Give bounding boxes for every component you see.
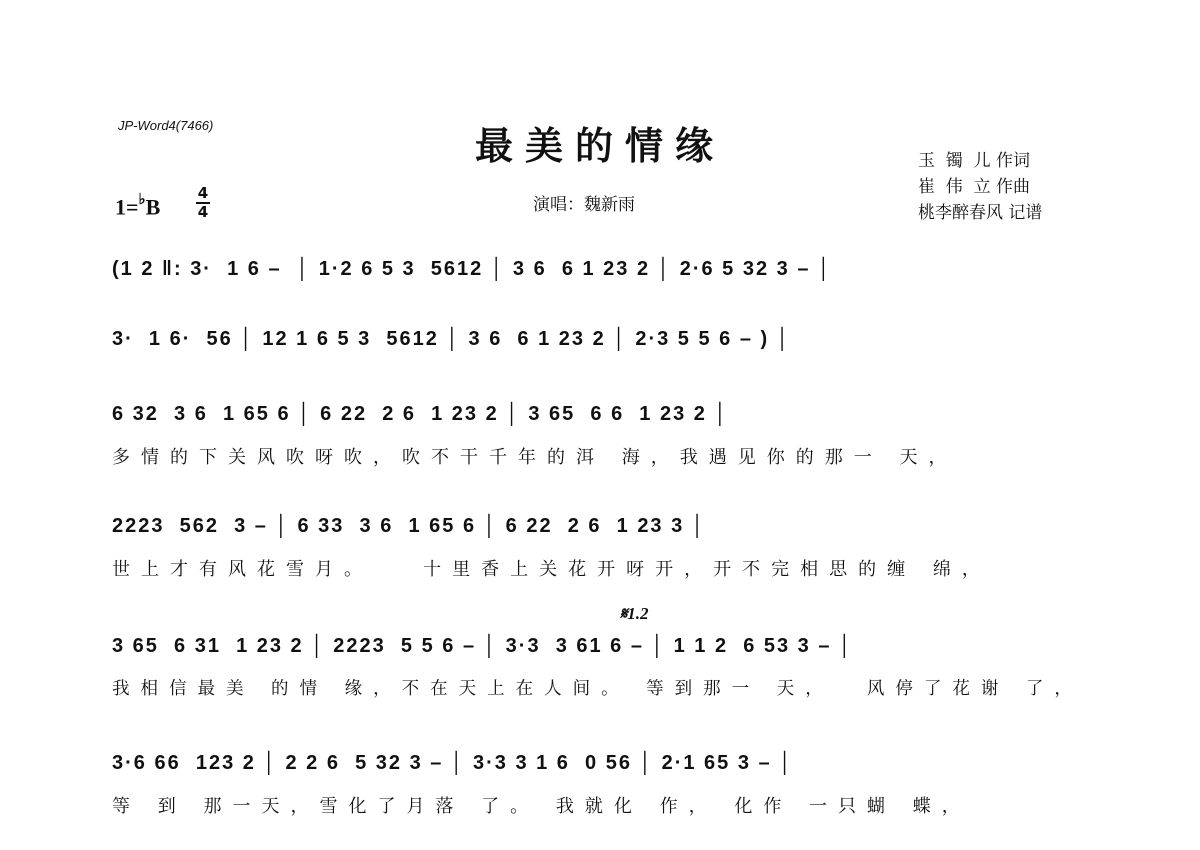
song-title: 最美的情缘: [474, 124, 725, 168]
composer-credit: 崔 伟 立 作曲: [918, 177, 1031, 197]
lyricist-credit: 玉 镯 儿 作词: [918, 151, 1031, 171]
singer-credit: 演唱：魏新雨: [533, 195, 635, 215]
notation-line: 2223 562 3 – │ 6 33 3 6 1 65 6 │ 6 22 2 6 1 23 3 │: [112, 515, 707, 537]
notation-line: 3 65 6 31 1 23 2 │ 2223 5 5 6 – │ 3·3 3 61 6 – │ 1 1 2 6 53 3 – │: [112, 635, 854, 657]
key-signature: [115, 192, 160, 220]
lyrics-line: 世上才有风花雪月。 十里香上关花开呀开，开不完相思的缠 绵，: [112, 559, 991, 580]
time-signature: [196, 186, 210, 220]
score-system-2: [112, 328, 1092, 368]
notation-line: 3·6 66 123 2 │ 2 2 6 5 32 3 – │ 3·3 3 1 6 0 56 │ 2·1 65 3 – │: [112, 752, 794, 774]
segno-mark: 𝄋1.2: [620, 604, 649, 623]
notation-line: 3· 1 6· 56 │ 12 1 6 5 3 5612 │ 3 6 6 1 23 2 │ 2·3 5 5 6 – ) │: [112, 328, 792, 350]
score-system-4: [112, 515, 1092, 580]
lyrics-line: 我相信最美 的情 缘，不在天上在人间。 等到那一 天， 风停了花谢 了，: [112, 679, 1083, 699]
transcriber-credit: 桃李醉春风 记谱: [918, 203, 1043, 223]
watermark: JP-Word4(7466): [118, 118, 214, 133]
score-system-3: [112, 403, 1092, 468]
key-note: B: [145, 194, 161, 220]
lyrics-line: 等 到 那一天，雪化了月落 了。 我就化 作， 化作 一只蝴 蝶，: [112, 796, 971, 817]
lyrics-line: 多情的下关风吹呀吹，吹不干千年的洱 海，我遇见你的那一 天，: [112, 447, 958, 468]
meter-top: 4: [197, 184, 209, 202]
score-system-6: [112, 752, 1092, 817]
notation-line: 6 32 3 6 1 65 6 │ 6 22 2 6 1 23 2 │ 3 65 6 6 1 23 2 │: [112, 403, 729, 425]
score-system-5: [112, 635, 1092, 699]
flat-symbol: ♭: [138, 192, 146, 208]
notation-line: (1 2 ‖: 3· 1 6 – │ 1·2 6 5 3 5612 │ 3 6 6 1 23 2 │ 2·6 5 32 3 – │: [112, 258, 833, 280]
key-prefix: 1=: [115, 194, 139, 220]
credits-block: [918, 148, 1042, 226]
score-system-1: [112, 258, 1092, 298]
meter-bottom: 4: [197, 203, 209, 221]
